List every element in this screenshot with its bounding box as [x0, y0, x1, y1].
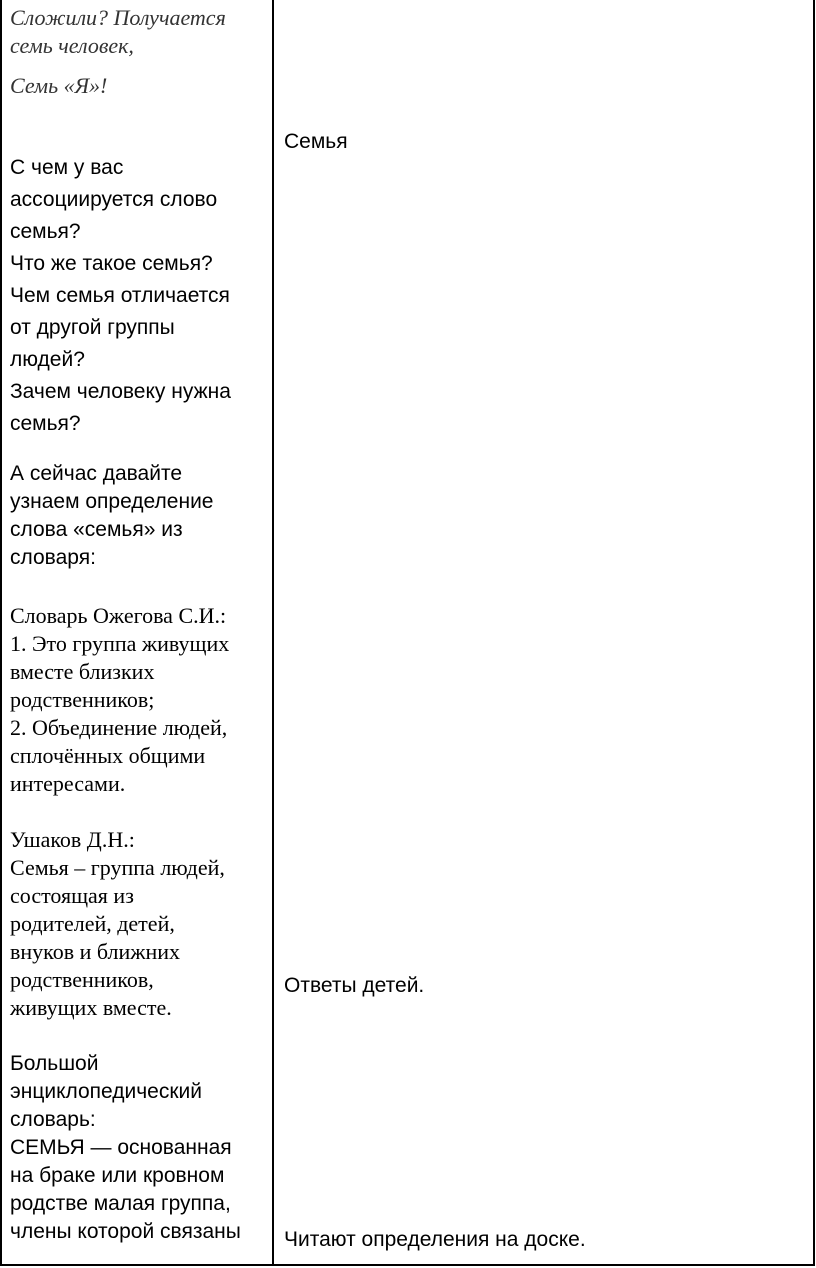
- question-line: семья?: [10, 220, 81, 243]
- table-border-right: [813, 0, 815, 1266]
- ushakov-line: живущих вместе.: [10, 995, 172, 1020]
- question-line: ассоциируется слово: [10, 188, 218, 211]
- big-dictionary-definition: [10, 1134, 241, 1246]
- intro-text: [10, 4, 226, 60]
- ozhegov-line: родственников;: [10, 687, 155, 712]
- big-dict-line: члены которой связаны: [10, 1220, 241, 1243]
- ushakov-line: Ушаков Д.Н.:: [10, 827, 135, 852]
- ushakov-line: Семья – группа людей,: [10, 855, 225, 880]
- question-line: Чем семья отличается: [10, 284, 230, 307]
- ushakov-line: внуков и ближних: [10, 939, 181, 964]
- prompt-line: словаря:: [10, 546, 96, 569]
- ozhegov-line: Словарь Ожегова С.И.:: [10, 603, 227, 628]
- questions-block: [10, 152, 231, 440]
- ushakov-definition: [10, 826, 225, 1022]
- big-dict-line: родстве малая группа,: [10, 1192, 231, 1215]
- ozhegov-line: 2. Объединение людей,: [10, 715, 228, 740]
- table-border-left: [0, 0, 2, 1266]
- big-dictionary-title: [10, 1050, 202, 1134]
- ozhegov-line: сплочённых общими: [10, 743, 206, 768]
- prompt-line: слова «семья» из: [10, 518, 183, 541]
- big-dict-line: на браке или кровном: [10, 1164, 225, 1187]
- answer-family: Семья: [284, 130, 348, 153]
- prompt-line: А сейчас давайте: [10, 462, 183, 485]
- intro-seven: Семь «Я»!: [10, 73, 108, 98]
- question-line: Что же такое семья?: [10, 252, 213, 275]
- question-line: семья?: [10, 412, 81, 435]
- ozhegov-line: 1. Это группа живущих: [10, 631, 230, 656]
- ushakov-line: родителей, детей,: [10, 911, 175, 936]
- prompt-line: узнаем определение: [10, 490, 214, 513]
- ozhegov-definition: [10, 602, 229, 798]
- ozhegov-line: вместе близких: [10, 659, 155, 684]
- ozhegov-line: интересами.: [10, 771, 126, 796]
- big-dict-title-line: словарь:: [10, 1108, 96, 1131]
- ushakov-line: состоящая из: [10, 883, 134, 908]
- answer-children: Ответы детей.: [284, 974, 425, 997]
- big-dict-line: СЕМЬЯ — основанная: [10, 1136, 232, 1159]
- prompt-block: [10, 460, 213, 572]
- question-line: С чем у вас: [10, 156, 124, 179]
- table-border-bottom: [0, 1264, 815, 1266]
- big-dict-title-line: Большой: [10, 1052, 99, 1075]
- answer-read-definitions: Читают определения на доске.: [284, 1228, 586, 1251]
- table-border-middle: [272, 0, 274, 1266]
- intro-line-1: Сложили? Получается: [10, 5, 226, 30]
- intro-line-2: семь человек,: [10, 33, 134, 58]
- question-line: Зачем человеку нужна: [10, 380, 231, 403]
- question-line: людей?: [10, 348, 85, 371]
- question-line: от другой группы: [10, 316, 175, 339]
- big-dict-title-line: энциклопедический: [10, 1080, 203, 1103]
- ushakov-line: родственников,: [10, 967, 154, 992]
